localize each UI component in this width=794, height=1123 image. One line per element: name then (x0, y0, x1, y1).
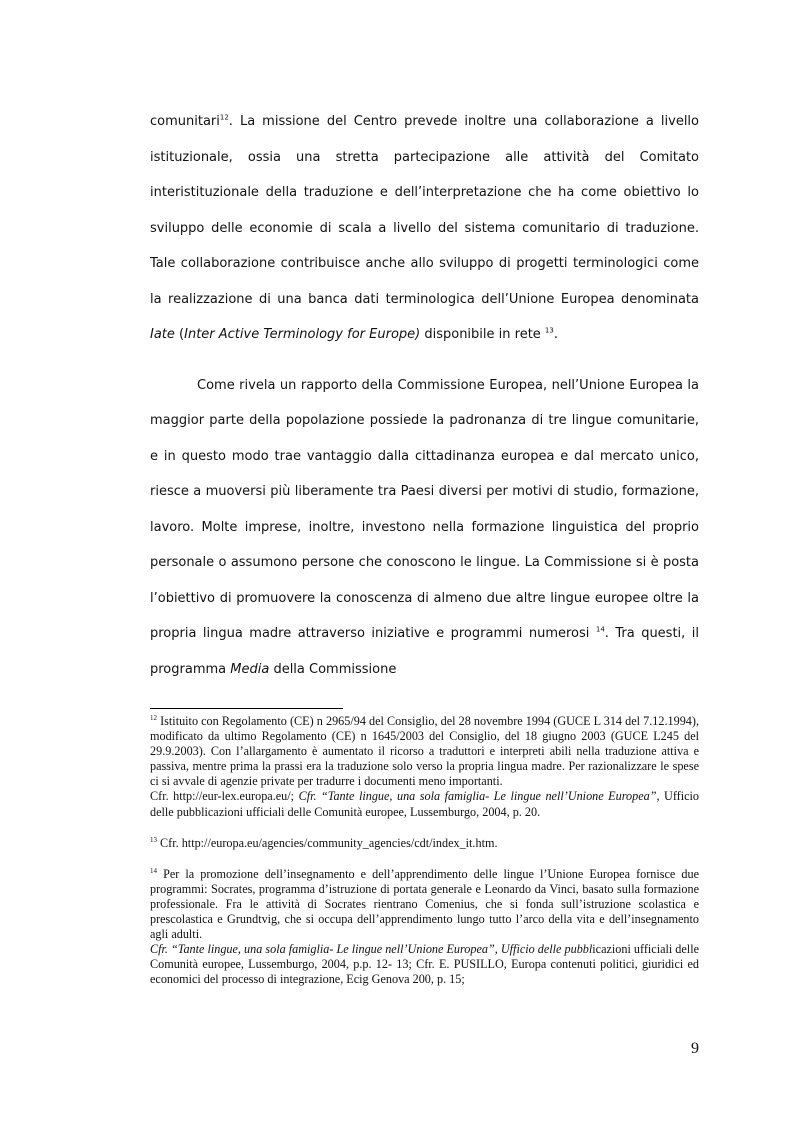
text-run: . La missione del Centro prevede inoltre una collaborazione a livello istituzionale, ossia una stretta partecipazione alle attività del Comitato interistituzionale della traduzione e dell’interpretazione che ha come obiettivo lo sviluppo delle economie di scala a livello del sistema comunitario di traduzione. Tale collaborazione contribuisce anche allo sviluppo di progetti terminologici come la realizzazione di una banca dati terminologica dell’Unione Europea denominata (150, 114, 699, 307)
text-run: della Commissione (269, 661, 397, 677)
body-text (150, 104, 699, 687)
footnotes (150, 708, 699, 1004)
footnote-number: 12 (150, 713, 157, 722)
text-run: . (553, 327, 558, 342)
footnote-13 (150, 836, 699, 851)
text-run: disponibile in rete (420, 327, 545, 342)
footnote-number: 14 (150, 866, 157, 875)
footnote-14 (150, 867, 699, 988)
iate-full-name: Inter Active Terminology for Europe) (184, 327, 421, 342)
text-run: . Tra questi, il programma (150, 626, 699, 677)
footnote-text: Istituito con Regolamento (CE) n 2965/94 del Consiglio, del 28 novembre 1994 (GUCE L 314 del 7.12.1994), modificato da ultimo Regolamento (CE) n 1645/2003 del Consiglio, del 18 giugno 2003 (GUCE L245 del 29.9.2003). Con l’allargamento è aumentato il ricorso a traduttori e interpreti abili nella traduzione attiva e passiva, mentre prima la prassi era la traduzione solo verso la propria lingua madre. Per razionalizzare le spese ci si avvale di agenzie private per tradurre i documenti meno importanti. (150, 714, 699, 789)
iate-name: Iate (150, 327, 175, 342)
footnote-ref-12[interactable]: 12 (219, 113, 229, 122)
paragraph-2 (150, 368, 699, 688)
text-run: Come rivela un rapporto della Commissione Europea, nell’Unione Europea la maggior parte della popolazione possiede la padronanza di tre lingue comunitarie, e in questo modo trae vantaggio dalla cittadinanza europea e dal mercato unico, riesce a muoversi più liberamente tra Paesi diversi per motivi di studio, formazione, lavoro. Molte imprese, inoltre, investono nella formazione linguistica del proprio personale o assumono persone che conoscono le lingue. La Commissione si è posta l’obiettivo di promuovere la conoscenza di almeno due altre lingue europee oltre la propria lingua madre attraverso iniziative e programmi numerosi (150, 377, 699, 641)
page-number: 9 (691, 1040, 699, 1057)
footnote-citation-title: Cfr. “Tante lingue, una sola famiglia- Le lingue nell’Unione Europea”, Ufficio delle pubbl (150, 942, 593, 957)
footnote-citation: Ufficio delle pubblicazioni ufficiali delle Comunità europee, Lussemburgo, 2004, p. 20. (150, 789, 699, 819)
text-run: ( (174, 327, 185, 342)
footnote-citation: Cfr. http://eur-lex.europa.eu/; (150, 789, 299, 804)
media-programme-name: Media (230, 661, 270, 677)
paragraph-1 (150, 104, 699, 353)
footnote-text: Cfr. http://europa.eu/agencies/community_agencies/cdt/index_it.htm. (157, 835, 498, 850)
footnote-citation-title: Cfr. “Tante lingue, una sola famiglia- Le lingue nell’Unione Europea”, (298, 789, 660, 804)
footnote-separator (150, 708, 343, 709)
text-run: comunitari (150, 114, 220, 129)
footnote-ref-13[interactable]: 13 (544, 326, 554, 335)
footnote-citation: icazioni ufficiali delle Comunità europee, Lussemburgo, 2004, p.p. 12- 13; Cfr. E. PUSILLO, Europa contenuti politici, giuridici ed economici del processo di integrazione, Ecig Genova 200, p. 15; (150, 942, 699, 987)
footnote-number: 13 (150, 835, 157, 844)
footnote-text: Per la promozione dell’insegnamento e dell’apprendimento delle lingue l’Unione Europea fornisce due programmi: Socrates, programma d’istruzione di portata generale e Leonardo da Vinci, basato sulla formazione professionale. Fra le attività di Socrates rientrano Comenius, che si fonda sull’istruzione scolastica e prescolastica e Grundtvig, che si occupa dell’apprendimento lungo tutto l’arco della vita e dell’insegnamento agli adulti. (150, 866, 699, 942)
footnote-ref-14[interactable]: 14 (595, 625, 605, 634)
footnote-12 (150, 714, 699, 820)
